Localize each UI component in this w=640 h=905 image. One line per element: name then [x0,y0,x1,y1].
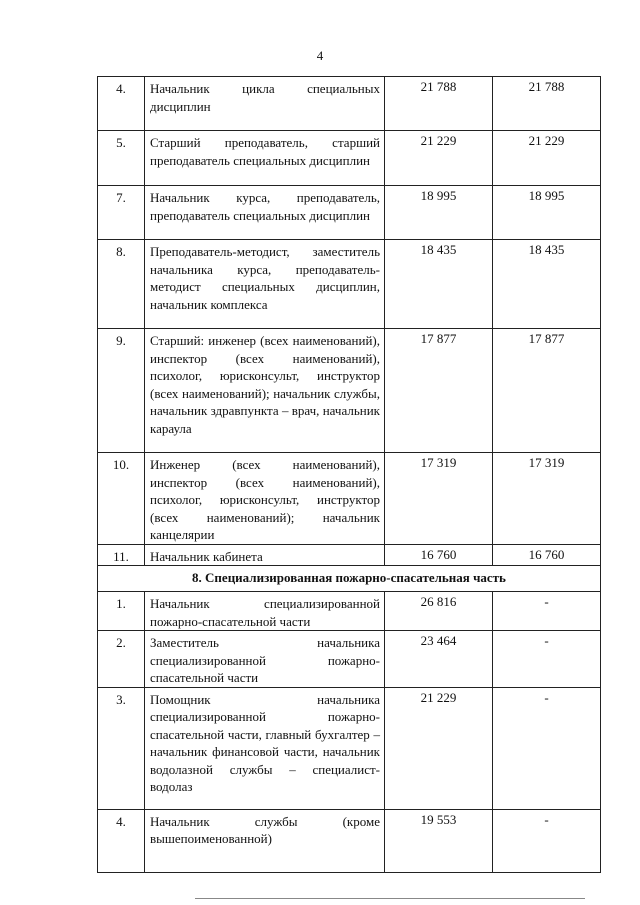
salary-value-2: 21 788 [493,77,601,131]
position-name: Начальник цикла специальных дисциплин [145,77,385,131]
table-row [98,631,601,688]
table-row [98,687,601,809]
table-row [98,809,601,872]
table-row [98,544,601,566]
row-number: 2. [98,631,145,688]
salary-value-2: 18 995 [493,186,601,240]
salary-value-1: 21 229 [385,687,493,809]
table-row [98,453,601,545]
salary-value-2: 17 877 [493,329,601,453]
row-number: 11. [98,544,145,566]
salary-value-2: - [493,809,601,872]
row-number: 4. [98,809,145,872]
position-name: Начальник службы (кроме вышепоименованной) [145,809,385,872]
table-row [98,592,601,631]
salary-value-1: 18 995 [385,186,493,240]
salary-value-1: 18 435 [385,240,493,329]
row-number: 7. [98,186,145,240]
salary-value-1: 21 788 [385,77,493,131]
position-name: Начальник специализированной пожарно-спасательной части [145,592,385,631]
row-number: 1. [98,592,145,631]
position-name: Преподаватель-методист, заместитель начальника курса, преподаватель-методист специальных дисциплин, начальник комплекса [145,240,385,329]
salary-value-2: - [493,592,601,631]
salary-table [97,76,601,873]
salary-value-2: - [493,631,601,688]
row-number: 3. [98,687,145,809]
row-number: 5. [98,131,145,186]
position-name: Старший преподаватель, старший преподаватель специальных дисциплин [145,131,385,186]
position-name: Инженер (всех наименований), инспектор (всех наименований), психолог, юрисконсульт, инструктор (всех наименований); начальник канцелярии [145,453,385,545]
salary-value-1: 17 877 [385,329,493,453]
salary-value-2: 16 760 [493,544,601,566]
row-number: 8. [98,240,145,329]
page-number: 4 [316,48,324,63]
salary-value-2: - [493,687,601,809]
scan-edge-line [195,898,585,899]
salary-value-1: 21 229 [385,131,493,186]
position-name: Начальник курса, преподаватель, преподаватель специальных дисциплин [145,186,385,240]
salary-value-1: 23 464 [385,631,493,688]
table-row [98,240,601,329]
table-row [98,186,601,240]
table-row [98,131,601,186]
salary-value-1: 19 553 [385,809,493,872]
position-name: Начальник кабинета [145,544,385,566]
row-number: 9. [98,329,145,453]
salary-value-1: 17 319 [385,453,493,545]
table-row [98,329,601,453]
position-name: Заместитель начальника специализированной пожарно-спасательной части [145,631,385,688]
salary-value-1: 16 760 [385,544,493,566]
section-header-row [98,566,601,592]
salary-value-2: 18 435 [493,240,601,329]
section-title: 8. Специализированная пожарно-спасательная часть [98,566,601,592]
salary-value-1: 26 816 [385,592,493,631]
position-name: Старший: инженер (всех наименований), инспектор (всех наименований), психолог, юрисконсульт, инструктор (всех наименований); начальник службы, начальник здравпункта – врач, начальник караула [145,329,385,453]
table-row [98,77,601,131]
row-number: 10. [98,453,145,545]
salary-value-2: 21 229 [493,131,601,186]
position-name: Помощник начальника специализированной пожарно-спасательной части, главный бухгалтер – начальник финансовой части, начальник водолазной службы – специалист-водолаз [145,687,385,809]
salary-value-2: 17 319 [493,453,601,545]
row-number: 4. [98,77,145,131]
